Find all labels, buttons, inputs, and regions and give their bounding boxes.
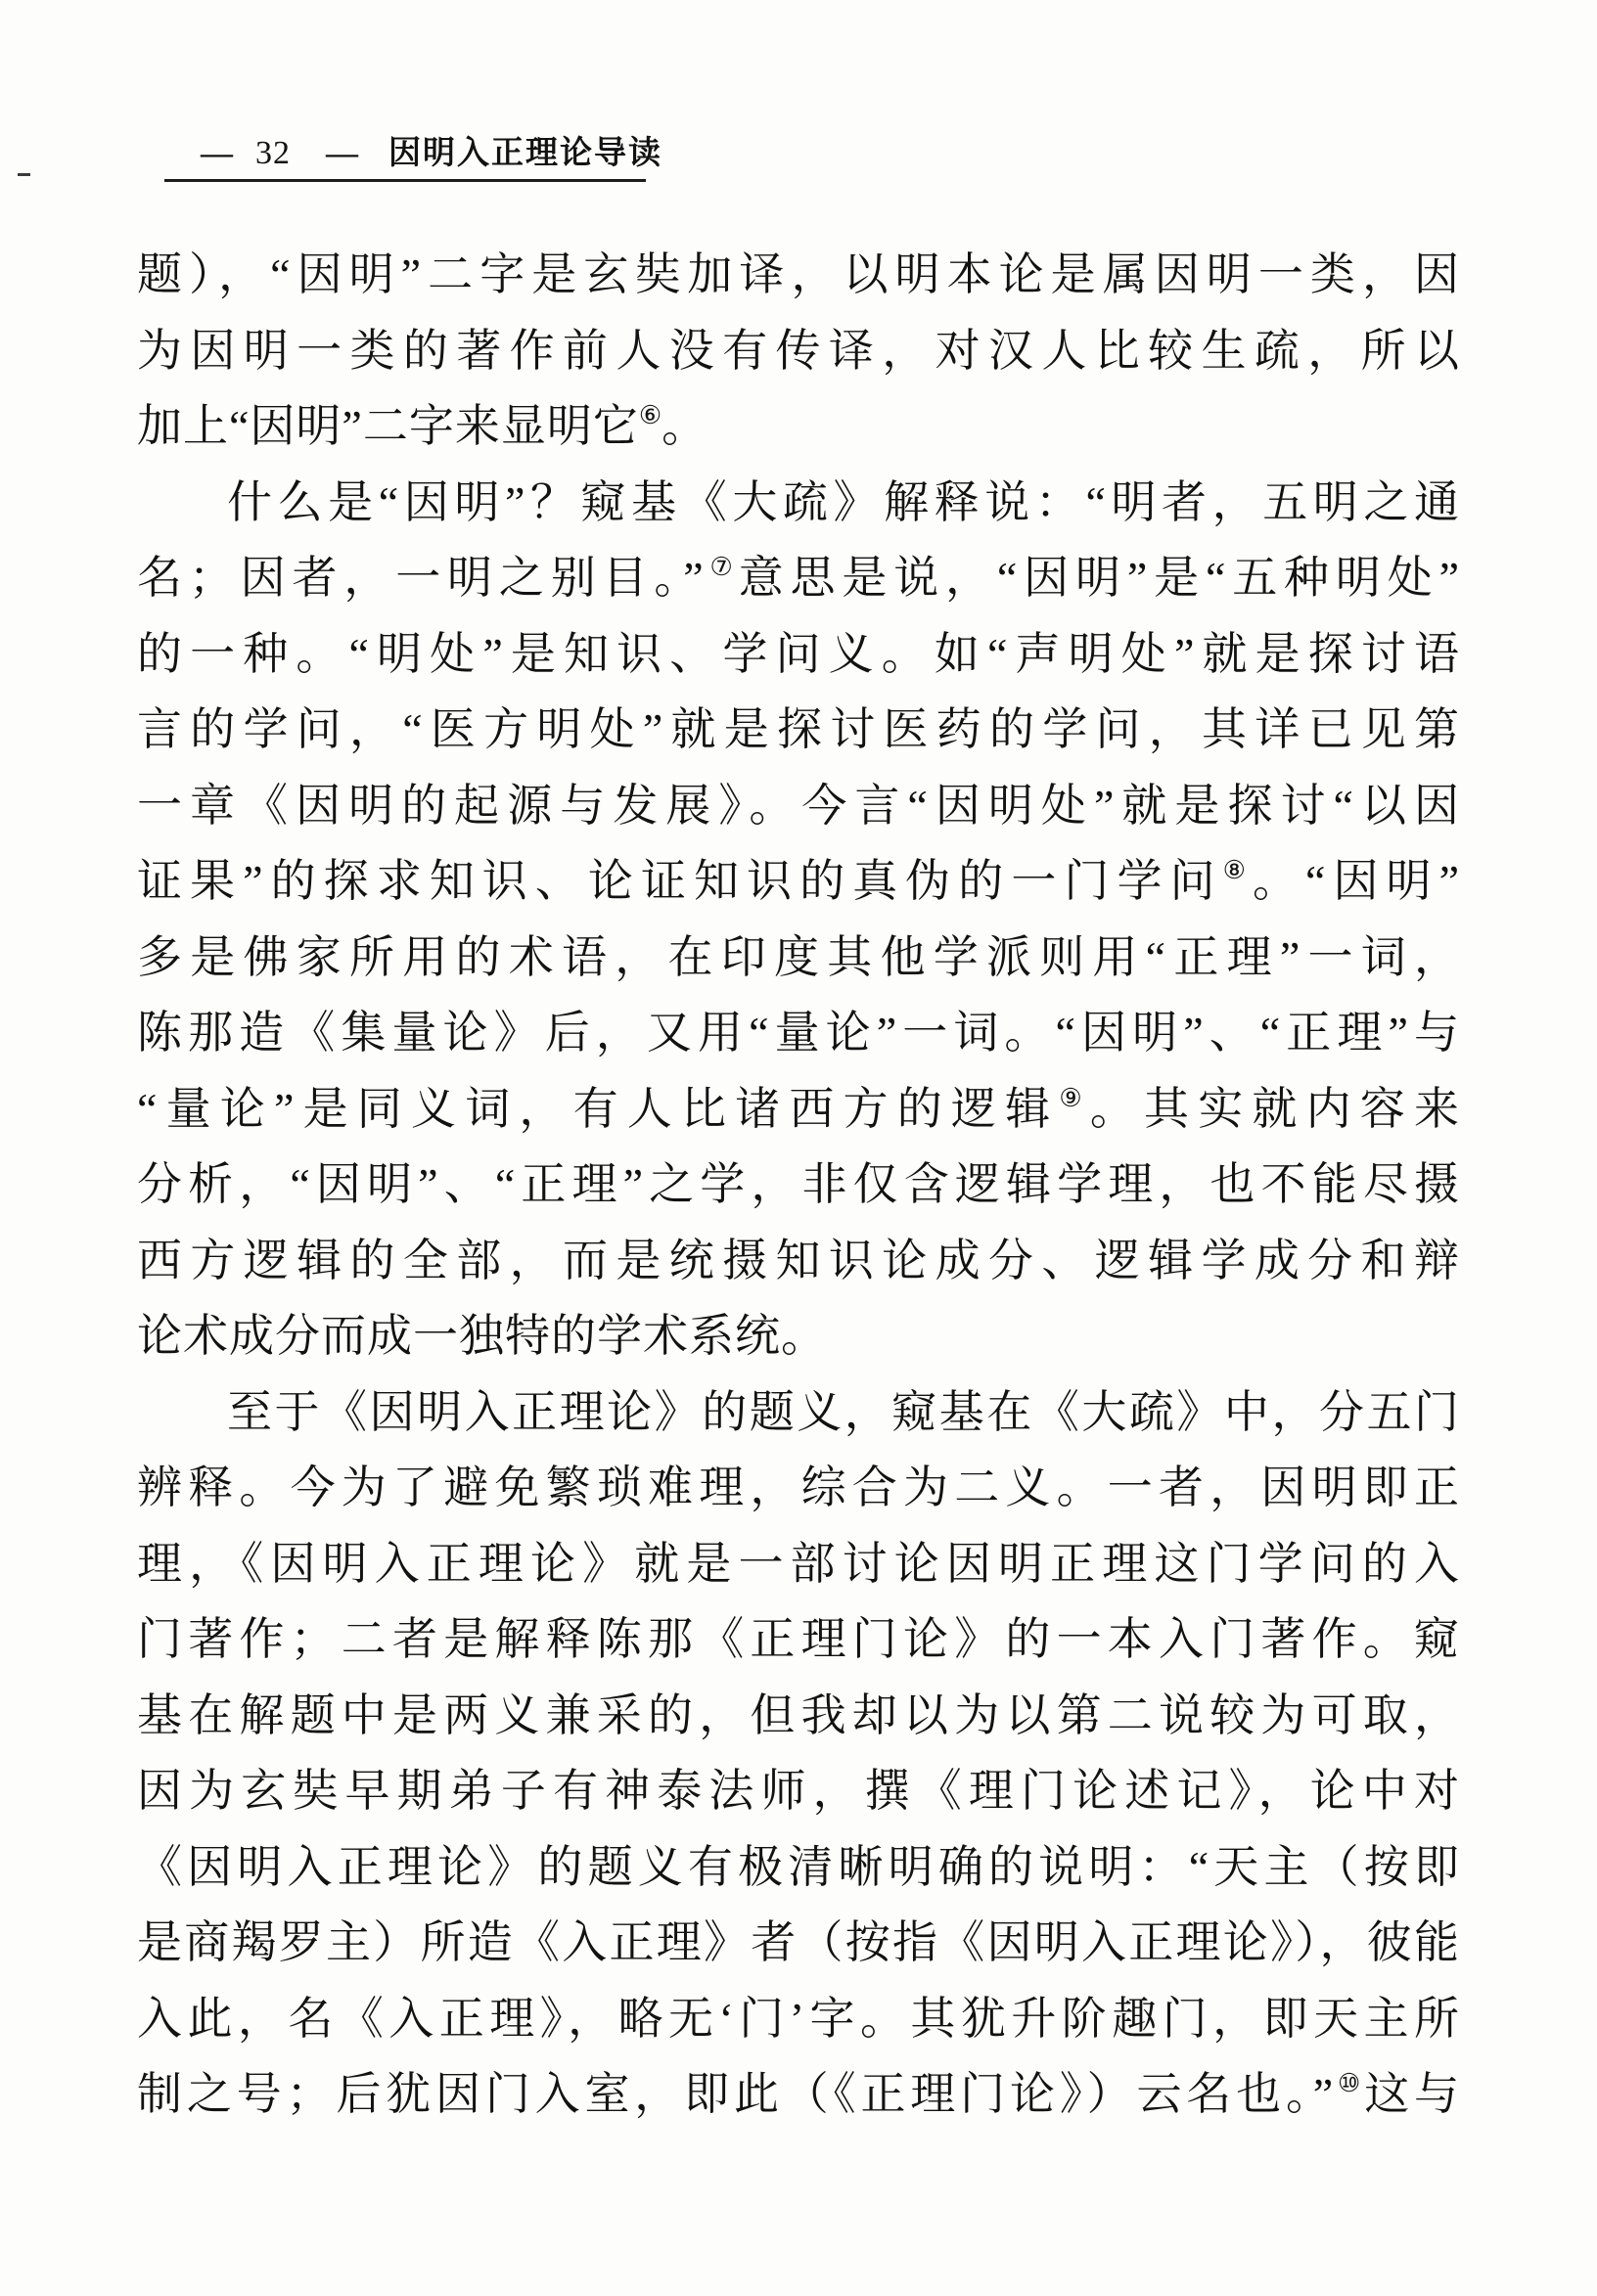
text-line [137,1147,1460,1223]
footnote-marker: ⑦ [704,553,739,581]
text-run: 的一种。“明处”是知识、学问义。如“声明处”就是探讨语 [137,628,1460,679]
text-run: 西方逻辑的全部，而是统摄知识论成分、逻辑学成分和辩 [137,1235,1460,1285]
text-line [137,465,1460,541]
text-line [137,1374,1460,1451]
text-line [137,692,1460,768]
text-run: 辨释。今为了避免繁琐难理，综合为二义。一者，因明即正 [137,1463,1460,1512]
header-left-dash: — [201,136,234,171]
text-run: 名；因者，一明之别目。” [137,553,705,603]
body-text [137,237,1460,2133]
footnote-marker: ⑨ [1059,1083,1090,1112]
text-run: 是商羯罗主）所造《入正理》者（按指《因明入正理论》），彼能 [137,1917,1460,1967]
running-header [201,127,662,173]
text-line [137,995,1460,1071]
footnote-marker: ⑧ [1222,856,1253,884]
text-run: 这与 [1364,2069,1460,2119]
footnote-marker: ⑥ [638,401,662,429]
text-run: 为因明一类的著作前人没有传译，对汉人比较生疏，所以 [137,325,1460,376]
header-rule [164,179,646,182]
text-run: 。其实就内容来 [1089,1083,1460,1134]
text-line [137,768,1460,844]
text-run: “量论”是同义词，有人比诸西方的逻辑 [137,1083,1060,1134]
footnote-marker: ⑩ [1334,2069,1365,2097]
text-run: 制之号；后犹因门入室，即此（《正理门论》）云名也。” [137,2069,1335,2119]
text-run: 因为玄奘早期弟子有神泰法师，撰《理门论述记》，论中对 [137,1766,1460,1816]
text-run: 陈那造《集量论》后，又用“量论”一词。“因明”、“正理”与 [137,1008,1460,1058]
text-run: 言的学问，“医方明处”就是探讨医药的学问，其详已见第 [137,704,1460,754]
text-line [137,1981,1460,2057]
text-run: 题），“因明”二字是玄奘加译，以明本论是属因明一类，因 [137,249,1460,299]
text-line [137,1298,1460,1374]
text-line [137,1678,1460,1754]
text-line [137,920,1460,996]
text-run: 分析，“因明”、“正理”之学，非仅含逻辑学理，也不能尽摄 [137,1159,1460,1209]
text-run: 入此，名《入正理》，略无‘门’字。其犹升阶趣门，即天主所 [137,1993,1460,2044]
text-run: 门著作；二者是解释陈那《正理门论》的一本入门著作。窥 [137,1614,1460,1664]
text-run: 论术成分而成一独特的学术系统。 [137,1311,827,1361]
scan-artifact [18,173,30,176]
text-run: 基在解题中是两义兼采的，但我却以为以第二说较为可取， [137,1689,1460,1740]
text-run: 加上“因明”二字来显明它 [137,401,639,451]
text-run: 一章《因明的起源与发展》。今言“因明处”就是探讨“以因 [137,780,1460,831]
header-right-dash: — [326,136,359,171]
text-line [137,1829,1460,1906]
book-title: 因明入正理论导读 [388,136,662,171]
text-line [137,313,1460,389]
text-line [137,540,1460,616]
text-run: 证果”的探求知识、论证知识的真伪的一门学问 [137,856,1223,906]
text-run: 。“因明” [1252,856,1460,906]
text-run: 至于《因明入正理论》的题义，窥基在《大疏》中，分五门 [227,1386,1460,1437]
text-run: 多是佛家所用的术语，在印度其他学派则用“正理”一词， [137,931,1460,982]
text-line [137,1071,1460,1148]
text-run: 意思是说，“因明”是“五种明处” [738,553,1460,603]
text-line [137,1753,1460,1829]
text-line [137,1601,1460,1678]
text-line [137,237,1460,313]
text-line [137,843,1460,920]
text-run: 。 [662,401,708,451]
text-line [137,388,1460,465]
text-run: 什么是“因明”？窥基《大疏》解释说：“明者，五明之通 [227,476,1460,527]
text-line [137,1526,1460,1602]
text-line [137,2056,1460,2133]
text-line [137,1223,1460,1299]
text-line [137,616,1460,693]
text-line [137,1905,1460,1981]
text-run: 理，《因明入正理论》就是一部讨论因明正理这门学问的入 [137,1538,1460,1589]
text-run: 《因明入正理论》的题义有极清晰明确的说明：“天主（按即 [137,1841,1460,1892]
page-number: 32 [255,135,291,171]
text-line [137,1450,1460,1526]
